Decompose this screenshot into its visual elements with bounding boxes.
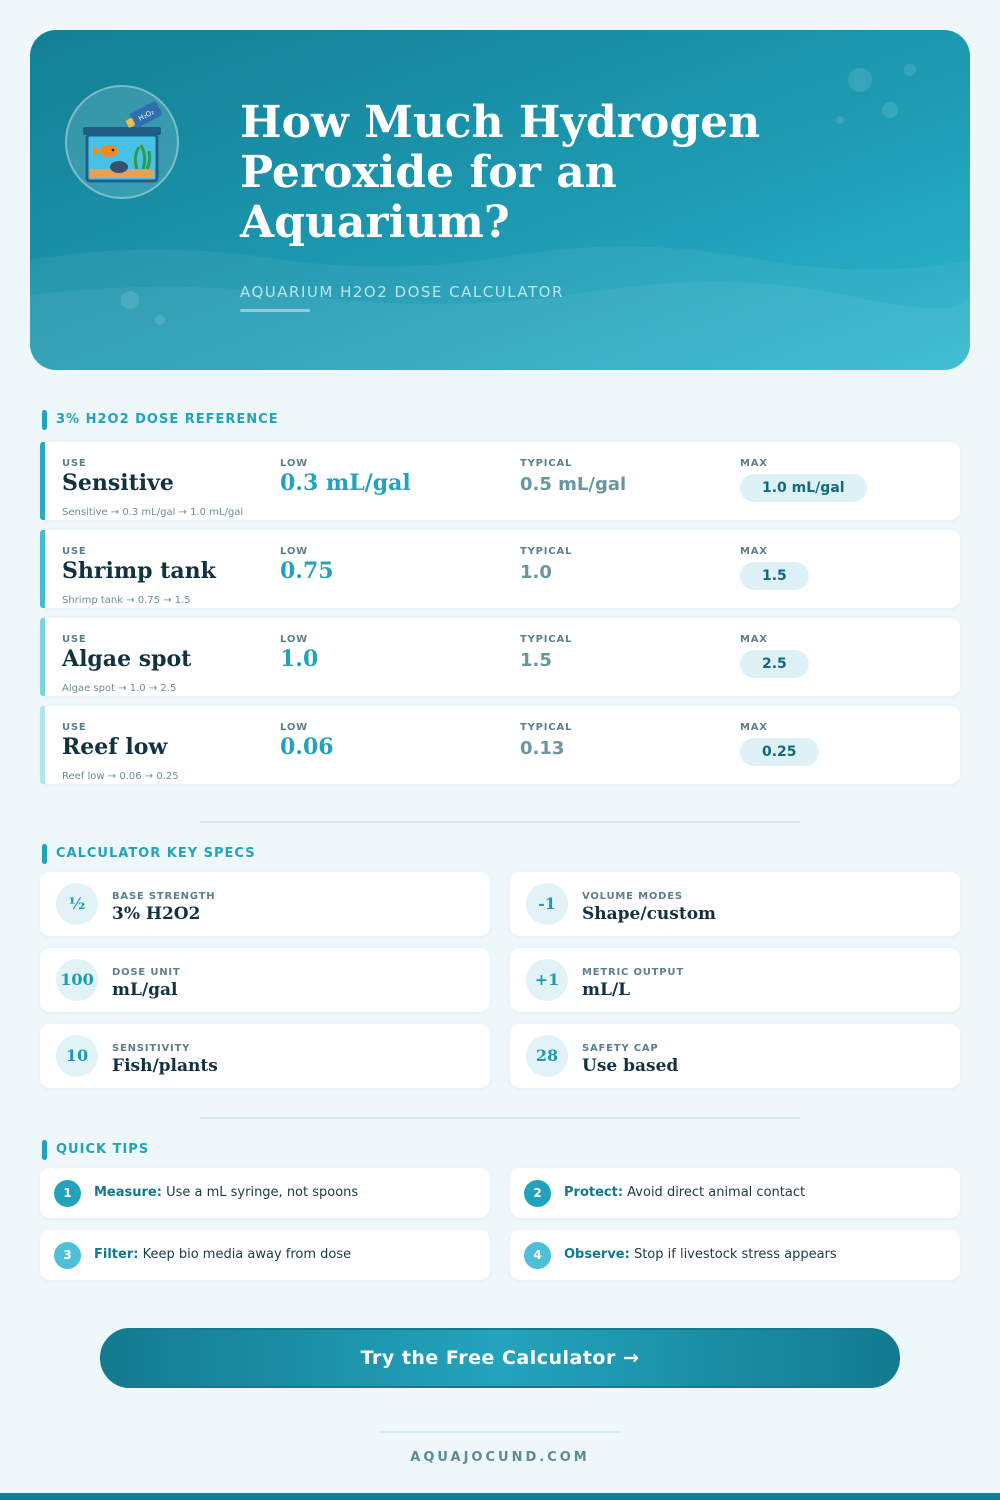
col-label-max: MAX [740, 722, 768, 733]
tip-card [40, 1168, 490, 1218]
col-label-low: LOW [280, 458, 308, 469]
tip-text [94, 1185, 358, 1200]
spec-label: SAFETY CAP [582, 1043, 659, 1054]
aquarium-tank-icon [65, 85, 179, 199]
tip-text [94, 1247, 351, 1262]
section-divider [200, 1117, 800, 1119]
col-label-typical: TYPICAL [520, 546, 573, 557]
row-accent-bar [40, 618, 45, 696]
col-label-use: USE [62, 458, 87, 469]
dose-row [40, 530, 960, 608]
spec-value: Shape/custom [582, 904, 717, 924]
tip-number-badge: 4 [524, 1242, 551, 1269]
max-dose-badge: 1.0 mL/gal [740, 474, 867, 502]
bottle-label: H₂O₂ [137, 108, 156, 123]
max-dose-badge: 0.25 [740, 738, 819, 766]
max-dose-badge: 2.5 [740, 650, 809, 678]
tip-label: Protect: [564, 1185, 624, 1200]
col-label-max: MAX [740, 546, 768, 557]
spec-badge-icon: +1 [526, 959, 568, 1001]
dose-row [40, 618, 960, 696]
footer-divider [380, 1431, 620, 1433]
spec-value: Fish/plants [112, 1056, 218, 1076]
dose-reference-title: 3% H2O2 DOSE REFERENCE [42, 410, 279, 430]
tip-description: Use a mL syringe, not spoons [161, 1185, 359, 1200]
spec-card [40, 872, 490, 936]
tip-description: Keep bio media away from dose [138, 1247, 352, 1262]
use-name: Shrimp tank [62, 558, 216, 584]
col-label-typical: TYPICAL [520, 722, 573, 733]
col-label-low: LOW [280, 634, 308, 645]
col-label-typical: TYPICAL [520, 458, 573, 469]
spec-badge-icon: 100 [56, 959, 98, 1001]
tip-label: Filter: [94, 1247, 139, 1262]
tip-number-badge: 1 [54, 1180, 81, 1207]
col-label-max: MAX [740, 634, 768, 645]
key-specs-title: CALCULATOR KEY SPECS [42, 844, 256, 864]
tip-number-badge: 3 [54, 1242, 81, 1269]
typical-dose: 0.13 [520, 738, 565, 759]
use-name: Sensitive [62, 470, 174, 496]
low-dose: 0.06 [280, 734, 334, 760]
bottom-accent-bar [0, 1493, 1000, 1500]
tip-description: Avoid direct animal contact [623, 1185, 806, 1200]
typical-dose: 0.5 mL/gal [520, 474, 627, 495]
page-subtitle: AQUARIUM H2O2 DOSE CALCULATOR [240, 283, 564, 301]
tip-text [564, 1247, 837, 1262]
max-dose-badge: 1.5 [740, 562, 809, 590]
spec-label: DOSE UNIT [112, 967, 181, 978]
use-name: Reef low [62, 734, 168, 760]
row-summary: Algae spot → 1.0 → 2.5 [62, 683, 177, 694]
tip-card [510, 1168, 960, 1218]
use-name: Algae spot [62, 646, 192, 672]
col-label-typical: TYPICAL [520, 634, 573, 645]
spec-card [510, 948, 960, 1012]
section-divider [200, 821, 800, 823]
spec-label: VOLUME MODES [582, 891, 683, 902]
spec-label: METRIC OUTPUT [582, 967, 684, 978]
row-accent-bar [40, 706, 45, 784]
typical-dose: 1.5 [520, 650, 552, 671]
row-accent-bar [40, 530, 45, 608]
tip-card [40, 1230, 490, 1280]
spec-label: SENSITIVITY [112, 1043, 191, 1054]
try-calculator-button[interactable]: Try the Free Calculator → [100, 1328, 900, 1388]
spec-badge-icon: 28 [526, 1035, 568, 1077]
row-accent-bar [40, 442, 45, 520]
hero-banner [30, 30, 970, 370]
tip-label: Measure: [94, 1185, 162, 1200]
low-dose: 0.75 [280, 558, 334, 584]
col-label-low: LOW [280, 546, 308, 557]
spec-card [40, 1024, 490, 1088]
typical-dose: 1.0 [520, 562, 552, 583]
spec-badge-icon: 10 [56, 1035, 98, 1077]
spec-badge-icon: ½ [56, 883, 98, 925]
spec-badge-icon: -1 [526, 883, 568, 925]
col-label-low: LOW [280, 722, 308, 733]
quick-tips-title: QUICK TIPS [42, 1140, 149, 1160]
spec-value: Use based [582, 1056, 679, 1076]
spec-card [510, 872, 960, 936]
low-dose: 0.3 mL/gal [280, 470, 411, 496]
spec-label: BASE STRENGTH [112, 891, 216, 902]
col-label-use: USE [62, 722, 87, 733]
dose-reference-list [40, 442, 960, 794]
col-label-max: MAX [740, 458, 768, 469]
page-title: How Much Hydrogen Peroxide for an Aquarium? [240, 97, 761, 248]
tip-card [510, 1230, 960, 1280]
col-label-use: USE [62, 546, 87, 557]
col-label-use: USE [62, 634, 87, 645]
tip-text [564, 1185, 805, 1200]
row-summary: Sensitive → 0.3 mL/gal → 1.0 mL/gal [62, 507, 244, 518]
tip-description: Stop if livestock stress appears [629, 1247, 837, 1262]
row-summary: Reef low → 0.06 → 0.25 [62, 771, 179, 782]
tip-label: Observe: [564, 1247, 630, 1262]
dose-row [40, 706, 960, 784]
spec-value: mL/L [582, 980, 631, 1000]
spec-value: mL/gal [112, 980, 178, 1000]
subtitle-underline [240, 309, 310, 312]
dose-row [40, 442, 960, 520]
spec-card [40, 948, 490, 1012]
footer-site-link[interactable]: AQUAJOCUND.COM [410, 1450, 590, 1465]
spec-value: 3% H2O2 [112, 904, 201, 924]
spec-card [510, 1024, 960, 1088]
row-summary: Shrimp tank → 0.75 → 1.5 [62, 595, 191, 606]
tip-number-badge: 2 [524, 1180, 551, 1207]
low-dose: 1.0 [280, 646, 319, 672]
